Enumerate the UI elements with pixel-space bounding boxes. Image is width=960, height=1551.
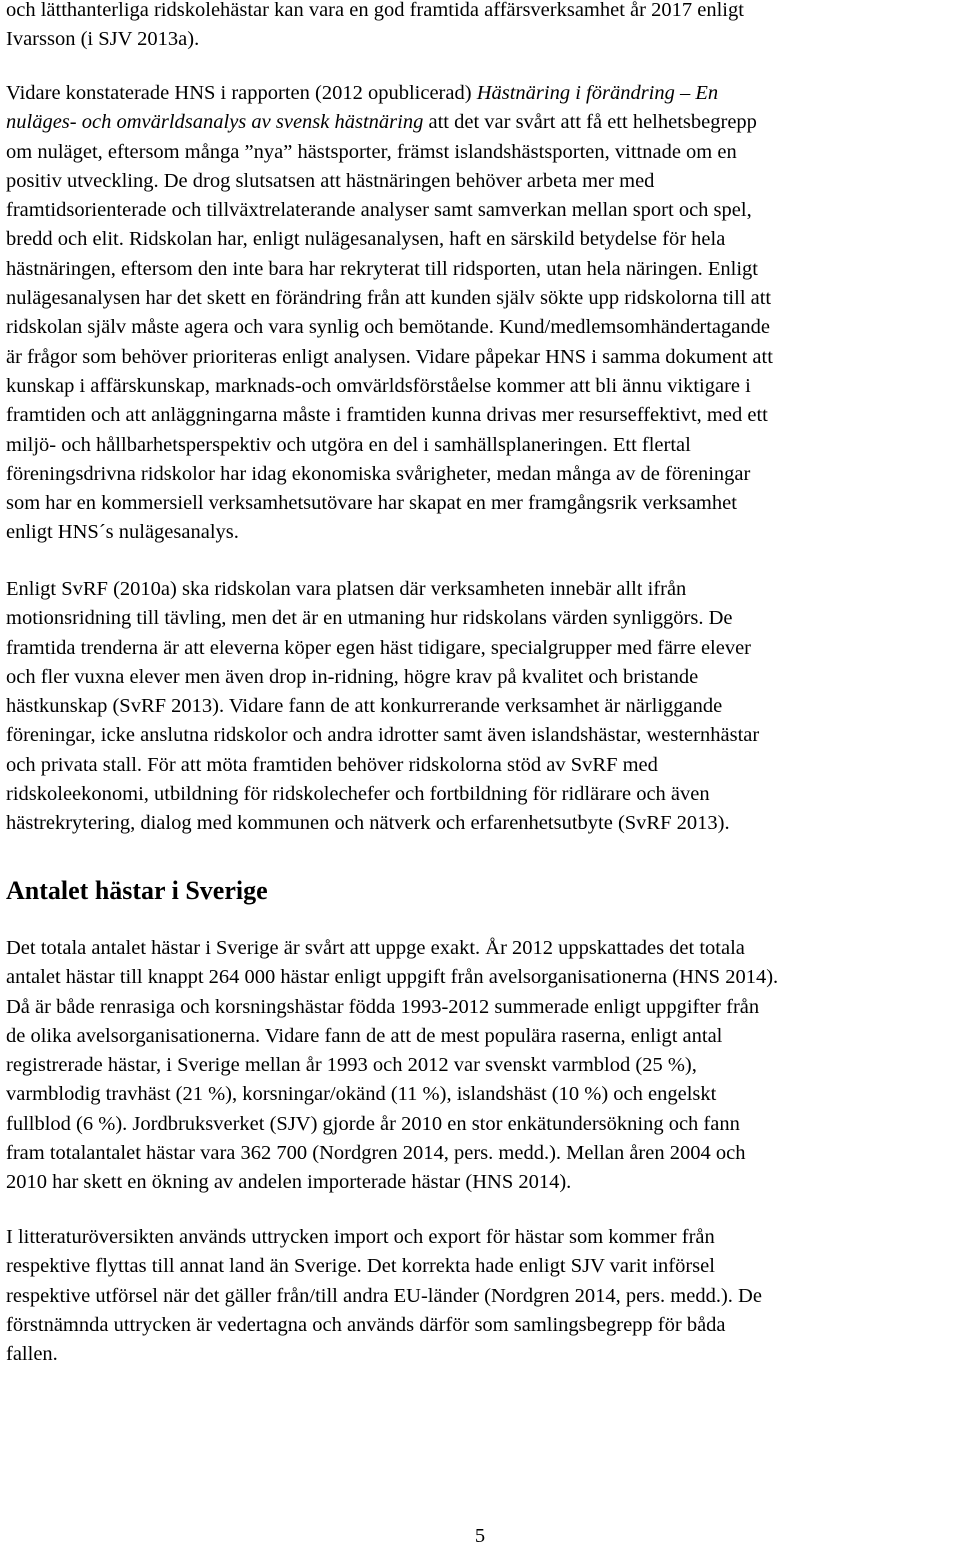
- text-line: registrerade hästar, i Sverige mellan år 1993 och 2012 var svenskt varmblod (25 %),: [6, 1054, 697, 1077]
- text-line: fram totalantalet hästar vara 362 700 (Nordgren 2014, pers. medd.). Mellan åren 2004 och: [6, 1142, 746, 1165]
- text-span: Vidare konstaterade HNS i rapporten (2012 opublicerad): [6, 82, 477, 104]
- text-line: om nuläget, eftersom många ”nya” hästsporter, främst islandshästsporten, vittnade om en: [6, 140, 737, 163]
- text-line: 2010 har skett en ökning av andelen importerade hästar (HNS 2014).: [6, 1171, 572, 1194]
- text-line: Enligt SvRF (2010a) ska ridskolan vara platsen där verksamheten innebär allt ifrån: [6, 578, 687, 600]
- text-line: Ivarsson (i SJV 2013a).: [6, 28, 200, 51]
- text-line: fallen.: [6, 1343, 58, 1366]
- text-line: Då är både renrasiga och korsningshästar födda 1993-2012 summerade enligt uppgifter från: [6, 995, 760, 1018]
- text-line: framtida trenderna är att eleverna köper egen häst tidigare, specialgrupper med färre elever: [6, 636, 752, 659]
- text-line: hästkunskap (SvRF 2013). Vidare fann de att konkurrerande verksamhet är närliggande: [6, 695, 723, 718]
- text-line: antalet hästar till knappt 264 000 hästar enligt uppgift från avelsorganisationerna (HNS 2014).: [6, 966, 779, 989]
- paragraph-horse-count: [6, 934, 958, 1198]
- text-line: som har en kommersiell verksamhetsutövare har skapat en mer framgångsrik verksamhet: [6, 492, 737, 515]
- text-line: hästrekrytering, dialog med kommunen och nätverk och erfarenhetsutbyte (SvRF 2013).: [6, 812, 730, 835]
- text-line: ridskolan själv måste agera och vara synlig och bemötande. Kund/medlemsomhändertagande: [6, 316, 770, 339]
- text-line: och lätthanterliga ridskolehästar kan vara en god framtida affärsverksamhet år 2017 enligt: [6, 0, 744, 21]
- text-line: och privata stall. För att möta framtiden behöver ridskolorna stöd av SvRF med: [6, 753, 658, 776]
- paragraph-import-export: [6, 1223, 958, 1369]
- text-line: de olika avelsorganisationerna. Vidare fann de att de mest populära raserna, enligt antal: [6, 1024, 723, 1047]
- text-line: föreningar, icke anslutna ridskolor och andra idrotter samt även islandshästar, westernhästar: [6, 724, 760, 747]
- page-number: 5: [474, 1525, 486, 1547]
- text-line: respektive flyttas till annat land än Sverige. Det korrekta hade enligt SJV varit införsel: [6, 1255, 715, 1278]
- text-line: Det totala antalet hästar i Sverige är svårt att uppge exakt. År 2012 uppskattades det totala: [6, 937, 745, 959]
- text-line: är frågor som behöver prioriteras enligt analysen. Vidare påpekar HNS i samma dokument att: [6, 345, 773, 368]
- text-line: framtidsorienterade och tillväxtrelaterande analyser samt samverkan mellan sport och spel,: [6, 199, 752, 222]
- text-line: motionsridning till tävling, men det är en utmaning hur ridskolans värden synliggörs. De: [6, 607, 733, 630]
- text-line: [6, 79, 958, 108]
- text-line: framtiden och att anläggningarna måste i framtiden kunna drivas mer resurseffektivt, med ett: [6, 404, 768, 427]
- paragraph-svrf: [6, 575, 958, 839]
- text-line: och fler vuxna elever men även drop in-ridning, högre krav på kvalitet och bristande: [6, 665, 699, 688]
- report-title: Hästnäring i förändring – En: [476, 82, 719, 104]
- text-line: förstnämnda uttrycken är vedertagna och används därför som samlingsbegrepp för båda: [6, 1313, 726, 1336]
- section-heading: Antalet hästar i Sverige: [6, 876, 268, 905]
- text-line: I litteraturöversikten används uttrycken import och export för hästar som kommer från: [6, 1226, 715, 1248]
- text-line: föreningsdrivna ridskolor har idag ekonomiska svårigheter, medan många av de föreningar: [6, 462, 751, 485]
- text-line: varmblodig travhäst (21 %), korsningar/okänd (11 %), islandshäst (10 %) och engelskt: [6, 1083, 717, 1106]
- paragraph-continuation: [6, 0, 958, 55]
- text-line: ridskoleekonomi, utbildning för ridskolechefer och fortbildning för ridlärare och även: [6, 783, 710, 806]
- paragraph-hns-report: [6, 79, 958, 548]
- text-line: fullblod (6 %). Jordbruksverket (SJV) gjorde år 2010 en stor enkätundersökning och fann: [6, 1112, 740, 1135]
- text-line: kunskap i affärskunskap, marknads-och omvärldsförståelse kommer att bli ännu viktigare i: [6, 374, 751, 397]
- text-line: hästnäringen, eftersom den inte bara har rekryterat till ridsporten, utan hela näringen. Enligt: [6, 257, 758, 280]
- report-title: nuläges- och omvärldsanalys av svensk hästnäring: [6, 111, 424, 134]
- text-line: bredd och elit. Ridskolan har, enligt nulägesanalysen, haft en särskild betydelse för hela: [6, 228, 726, 251]
- text-line: [6, 108, 958, 137]
- text-line: enligt HNS´s nulägesanalys.: [6, 521, 239, 544]
- text-span: att det var svårt att få ett helhetsbegrepp: [423, 111, 757, 134]
- text-line: miljö- och hållbarhetsperspektiv och utgöra en del i samhällsplaneringen. Ett flertal: [6, 433, 691, 456]
- text-line: respektive utförsel när det gäller från/till andra EU-länder (Nordgren 2014, pers. medd.). De: [6, 1284, 762, 1307]
- text-line: positiv utveckling. De drog slutsatsen att hästnäringen behöver arbeta mer med: [6, 169, 655, 192]
- text-line: nulägesanalysen har det skett en förändring från att kunden själv sökte upp ridskolorna till att: [6, 287, 772, 310]
